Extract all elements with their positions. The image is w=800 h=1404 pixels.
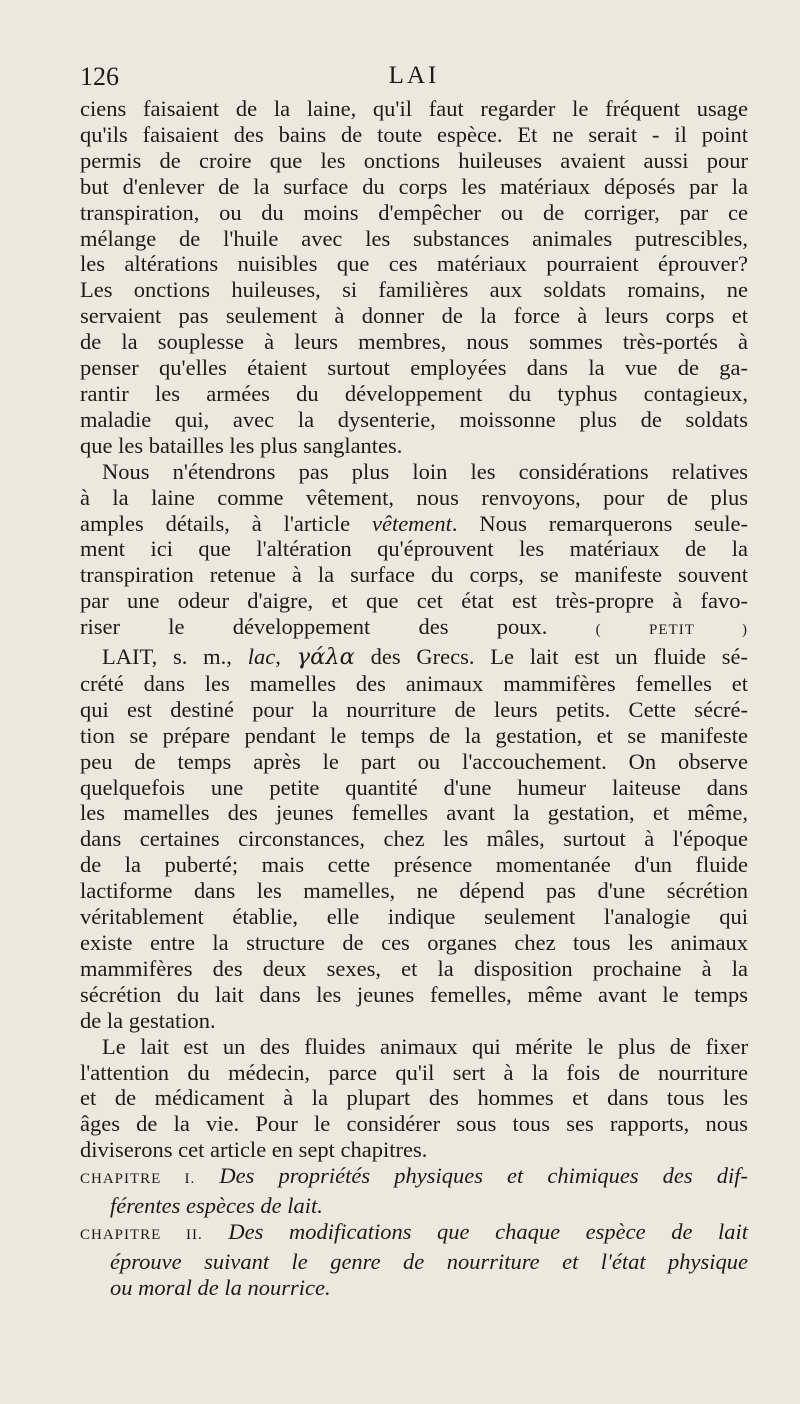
text-line: crété dans les mamelles des animaux mammifères femelles et xyxy=(80,670,748,696)
text-line: dans certaines circonstances, chez les mâles, surtout à l'époque xyxy=(80,826,748,852)
text-run: , s. m., xyxy=(151,644,248,670)
chapter-title-continuation: ou moral de la nourrice. xyxy=(110,1274,331,1300)
text-line: sécrétion du lait dans les jeunes femelles, même avant le temps xyxy=(80,981,748,1007)
entry-headword: LAIT xyxy=(102,644,152,670)
entry-lait xyxy=(80,644,748,1034)
text-line: rantir les armées du développement du typhus contagieux, xyxy=(80,380,748,406)
cross-reference-vetement: vêtement xyxy=(371,510,452,536)
text-line: par une odeur d'aigre, et que cet état est très-propre à favo- xyxy=(80,588,748,614)
text-line: les mamelles des jeunes femelles avant la gestation, et même, xyxy=(80,800,748,826)
chapter-title-continuation: éprouve suivant le genre de nourriture et l'état physique xyxy=(110,1248,748,1274)
chapter-line xyxy=(80,1163,748,1193)
author-signature: ( PETIT ) xyxy=(595,622,748,639)
paragraph-division xyxy=(80,1034,748,1164)
chapter-title-continuation: férentes espèces de lait. xyxy=(110,1193,323,1219)
paragraph-laine-conclusion xyxy=(80,459,748,644)
text-line: de la gestation. xyxy=(80,1007,216,1033)
chapter-title: Des propriétés physiques et chimiques des dif- xyxy=(219,1163,748,1189)
text-line: ment ici que l'altération qu'éprouvent les matériaux de la xyxy=(80,536,748,562)
text-line: âges de la vie. Pour le considérer sous tous ses rapports, nous xyxy=(80,1111,748,1137)
paragraph-continuation xyxy=(80,96,748,459)
text-line: permis de croire que les onctions huileuses avaient aussi pour xyxy=(80,147,748,173)
text-line: but d'enlever de la surface du corps les matériaux déposés par la xyxy=(80,173,748,199)
text-line: mélange de l'huile avec les substances animales putrescibles, xyxy=(80,225,748,251)
text-line xyxy=(80,614,748,644)
text-line: de la puberté; mais cette présence momentanée d'un fluide xyxy=(80,852,748,878)
page-header xyxy=(80,62,748,96)
text-run: , xyxy=(275,644,297,670)
text-line: quelquefois une petite quantité d'une humeur laiteuse dans xyxy=(80,774,748,800)
text-line: de la souplesse à leurs membres, nous sommes très-portés à xyxy=(80,329,748,355)
text-line: Nous n'étendrons pas plus loin les considérations relatives xyxy=(102,458,748,484)
text-line: qu'ils faisaient des bains de toute espèce. Et ne serait - il point xyxy=(80,121,748,147)
text-line: penser qu'elles étaient surtout employées dans la vue de ga- xyxy=(80,355,748,381)
text-line: véritablement établie, elle indique seulement l'analogie qui xyxy=(80,904,748,930)
text-line: Les onctions huileuses, si familières aux soldats romains, ne xyxy=(80,277,748,303)
chapter-label: CHAPITRE I. xyxy=(80,1171,196,1188)
text-line: ciens faisaient de la laine, qu'il faut regarder le fréquent usage xyxy=(80,96,748,121)
text-line: mammifères des deux sexes, et la disposition prochaine à la xyxy=(80,955,748,981)
text-line: transpiration retenue à la surface du corps, se manifeste souvent xyxy=(80,562,748,588)
text-line: peu de temps après le part ou l'accouchement. On observe xyxy=(80,748,748,774)
chapter-line xyxy=(80,1219,748,1249)
chapter-label: CHAPITRE II. xyxy=(80,1226,203,1243)
text-run: amples détails, à l'article xyxy=(80,510,372,536)
text-line: servaient pas seulement à donner de la force à leurs corps et xyxy=(80,303,748,329)
text-line: qui est destiné pour la nourriture de leurs petits. Cette sécré- xyxy=(80,696,748,722)
chapter-title: Des modifications que chaque espèce de lait xyxy=(228,1218,749,1244)
text-run: . Nous remarquerons seule- xyxy=(451,510,748,536)
text-line: diviserons cet article en sept chapitres. xyxy=(80,1137,428,1163)
text-line xyxy=(80,511,748,537)
text-line: tion se prépare pendant le temps de la gestation, et se manifeste xyxy=(80,722,748,748)
text-line: que les batailles les plus sanglantes. xyxy=(80,432,403,458)
chapter-list xyxy=(80,1163,748,1301)
text-run: riser le développement des poux. xyxy=(80,614,548,640)
text-line: lactiforme dans les mamelles, ne dépend pas d'une sécrétion xyxy=(80,878,748,904)
text-line: Le lait est un des fluides animaux qui mérite le plus de fixer xyxy=(102,1033,748,1059)
text-line: transpiration, ou du moins d'empêcher ou de corriger, par ce xyxy=(80,199,748,225)
text-line: maladie qui, avec la dysenterie, moissonne plus de soldats xyxy=(80,406,748,432)
text-line: les altérations nuisibles que ces matériaux pourraient éprouver? xyxy=(80,251,748,277)
latin-term: lac xyxy=(247,644,276,670)
text-line: existe entre la structure de ces organes chez tous les animaux xyxy=(80,930,748,955)
text-line: à la laine comme vêtement, nous renvoyons, pour de plus xyxy=(80,484,748,510)
text-line: et de médicament à la plupart des hommes et dans tous les xyxy=(80,1085,748,1111)
page-body xyxy=(80,96,748,1301)
text-run: des Grecs. Le lait est un fluide sé- xyxy=(354,644,748,670)
greek-term: γάλα xyxy=(296,644,355,671)
running-head: LAI xyxy=(388,62,440,89)
page-number: 126 xyxy=(80,62,119,91)
text-line xyxy=(80,644,748,671)
text-line: l'attention du médecin, parce qu'il sert à la fois de nourriture xyxy=(80,1059,748,1085)
